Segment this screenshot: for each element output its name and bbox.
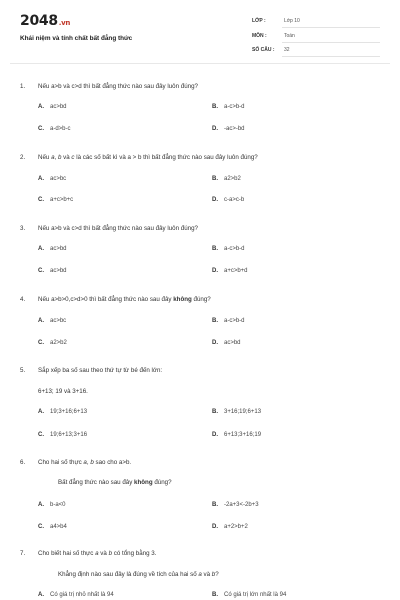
- option-text: 19;6+13;3+16: [50, 432, 88, 438]
- question-number: 7.: [20, 550, 26, 557]
- meta-subject: [252, 29, 380, 43]
- option-text: ac>bc: [50, 318, 67, 324]
- option-text: ac>bd: [50, 268, 67, 274]
- option-text: ac>bd: [224, 340, 241, 346]
- worksheet-header: [0, 0, 400, 70]
- option-c[interactable]: C. a4>b4: [38, 524, 67, 530]
- question-number: 4.: [20, 296, 26, 303]
- option-text: a4>b4: [50, 524, 67, 530]
- option-d[interactable]: D. ac>bd: [212, 340, 241, 346]
- header-divider: [10, 63, 390, 64]
- option-d[interactable]: D. 6+13;3+16;19: [212, 432, 262, 438]
- question-number: 5.: [20, 367, 26, 374]
- option-text: -2a+3<-2b+3: [224, 502, 259, 508]
- meta-underline: [282, 56, 380, 57]
- option-text: c-a>c-b: [224, 197, 245, 203]
- question-stem: Cho hai số thực a, b sao cho a>b.: [38, 459, 132, 466]
- option-a[interactable]: A. ac>bc: [38, 318, 67, 324]
- option-text: a2>b2: [50, 340, 67, 346]
- option-text: a-c>b-d: [224, 246, 245, 252]
- option-b[interactable]: B. a-c>b-d: [212, 104, 245, 110]
- option-b[interactable]: B. a-c>b-d: [212, 246, 245, 252]
- option-c[interactable]: C. 19;6+13;3+16: [38, 432, 88, 438]
- meta-subject-label: MÔN :: [252, 33, 267, 39]
- option-text: ac>bd: [50, 246, 67, 252]
- meta-subject-value: Toán: [284, 33, 295, 39]
- option-text: ac>bc: [50, 176, 67, 182]
- worksheet-title: Khái niệm và tính chất bất đẳng thức: [20, 35, 133, 42]
- option-c[interactable]: C. a2>b2: [38, 340, 67, 346]
- meta-count-label: SỐ CÂU :: [252, 47, 275, 53]
- option-a[interactable]: A. b-a<0: [38, 502, 66, 508]
- option-c[interactable]: C. a-d>b-c: [38, 126, 71, 132]
- option-text: a-c>b-d: [224, 104, 245, 110]
- option-text: a2>b2: [224, 176, 241, 182]
- option-text: a+2>b+2: [224, 524, 248, 530]
- option-text: 6+13;3+16;19: [224, 432, 262, 438]
- site-logo[interactable]: [20, 13, 70, 29]
- question-number: 2.: [20, 154, 26, 161]
- question-detail: Khẳng định nào sau đây là đúng về tích của hai số a và b?: [58, 571, 219, 578]
- option-b[interactable]: B. a-c>b-d: [212, 318, 245, 324]
- question-stem: Sắp xếp ba số sau theo thứ tự từ bé đến lớn:: [38, 367, 163, 374]
- option-a[interactable]: A. ac>bd: [38, 104, 67, 110]
- option-text: a-c>b-d: [224, 318, 245, 324]
- question-stem: Nếu a>b và c>d thì bất đẳng thức nào sau đây luôn đúng?: [38, 83, 198, 90]
- meta-class-value: Lớp 10: [284, 18, 300, 24]
- option-text: a-d>b-c: [50, 126, 71, 132]
- meta-count: [252, 43, 380, 57]
- question-stem: Cho biết hai số thực a và b có tổng bằng 3.: [38, 550, 157, 557]
- option-d[interactable]: D. -ac>-bd: [212, 126, 245, 132]
- option-a[interactable]: A. Có giá trị nhỏ nhất là 94: [38, 592, 114, 598]
- option-a[interactable]: A. ac>bd: [38, 246, 67, 252]
- option-d[interactable]: D. a+2>b+2: [212, 524, 248, 530]
- question-stem: Nếu a>b và c>d thì bất đẳng thức nào sau đây luôn đúng?: [38, 225, 198, 232]
- option-b[interactable]: B. -2a+3<-2b+3: [212, 502, 259, 508]
- option-text: a+c>b+d: [224, 268, 248, 274]
- question-number: 6.: [20, 459, 26, 466]
- meta-class: [252, 14, 380, 28]
- question-stem: Nếu a>b>0,c>d>0 thì bất đẳng thức nào sau đây không đúng?: [38, 296, 211, 303]
- meta-count-value: 32: [284, 47, 290, 53]
- option-c[interactable]: C. a+c>b+c: [38, 197, 74, 203]
- question-number: 3.: [20, 225, 26, 232]
- question-detail: Bất đẳng thức nào sau đây không đúng?: [58, 479, 172, 486]
- option-c[interactable]: C. ac>bd: [38, 268, 67, 274]
- option-d[interactable]: D. c-a>c-b: [212, 197, 245, 203]
- option-text: Có giá trị lớn nhất là 94: [224, 592, 287, 598]
- meta-class-label: LỚP :: [252, 18, 266, 24]
- option-b[interactable]: B. a2>b2: [212, 176, 241, 182]
- option-a[interactable]: A. 19;3+16;6+13: [38, 409, 88, 415]
- option-b[interactable]: B. Có giá trị lớn nhất là 94: [212, 592, 287, 598]
- question-number: 1.: [20, 83, 26, 90]
- question-stem: Nếu a, b và c là các số bất kì và a > b thì bất đẳng thức nào sau đây luôn đúng?: [38, 154, 258, 161]
- meta-underline: [282, 27, 380, 28]
- logo-domain: .vn: [58, 19, 71, 27]
- logo-main: 2048: [20, 13, 58, 29]
- option-text: 3+16;19;6+13: [224, 409, 262, 415]
- option-text: a+c>b+c: [50, 197, 74, 203]
- question-detail: 6+13; 19 và 3+16.: [38, 388, 88, 395]
- option-a[interactable]: A. ac>bc: [38, 176, 67, 182]
- option-text: Có giá trị nhỏ nhất là 94: [50, 592, 114, 598]
- option-text: -ac>-bd: [224, 126, 245, 132]
- option-text: 19;3+16;6+13: [50, 409, 88, 415]
- option-text: ac>bd: [50, 104, 67, 110]
- option-d[interactable]: D. a+c>b+d: [212, 268, 248, 274]
- option-b[interactable]: B. 3+16;19;6+13: [212, 409, 262, 415]
- option-text: b-a<0: [50, 502, 66, 508]
